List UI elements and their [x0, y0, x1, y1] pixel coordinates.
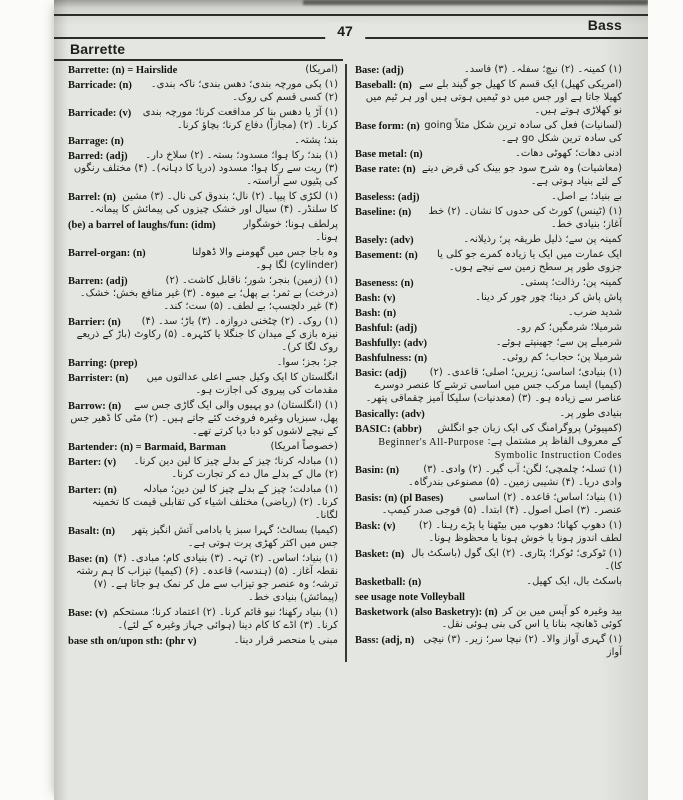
entry-definition-urdu: (۱) آڑ یا دھس بنا کر مدافعت کرنا؛ مورچہ بندی کرنا۔ (۲) (مجازاً) دفاع کرنا؛ بچاؤ کرنا۔ — [142, 107, 338, 131]
entry-definition-urdu: (کمپیوٹر) پروگرامنگ کی ایک زبان جو انگلش کے معروف الفاظ پر مشتمل ہے: — [437, 423, 622, 447]
entry-headword: Barrage: (n) — [68, 136, 124, 147]
entry-definition-urdu: (۱) بنیادی؛ اساسی؛ زیریں؛ اصلی؛ قاعدی۔ (۲) (کیمیا) ایسا مرکب جس میں اساسی ترشے کا عنصر دوسرے عناصر سے زیادہ ہو۔ (۳) (معدنیات) سلیکا آمیز چقماقی پتھر۔ — [365, 367, 622, 404]
entry-headword: Basic: (adj) — [355, 368, 407, 379]
entry-line — [355, 337, 622, 350]
page-number: 47 — [325, 23, 365, 39]
entry-definition-urdu: شدید ضرب۔ — [567, 307, 622, 318]
entry-headword: Base rate: (n) — [355, 164, 416, 175]
entry-line — [68, 484, 338, 523]
dictionary-columns — [68, 64, 622, 662]
dictionary-entry — [355, 307, 622, 320]
entry-line — [355, 292, 622, 305]
entry-definition-urdu: (کیمیا) بسالٹ؛ گہرا سبز یا بادامی آتش انگیز پتھر جس میں اکثر کھڑی پرت ہوتی ہے۔ — [132, 525, 338, 549]
entry-headword: Base: (v) — [68, 608, 108, 619]
dictionary-entry — [355, 520, 622, 546]
entry-headword: Base: (n) — [68, 554, 108, 565]
dictionary-entry — [355, 191, 622, 204]
entry-definition-urdu: (امریکا) — [305, 64, 338, 75]
entry-headword: Bash: (v) — [355, 293, 396, 304]
entry-definition-urdu: (۱) دھوپ کھانا؛ دھوپ میں بیٹھنا یا پڑے رہنا۔ (۲) لطف اندوز ہونا یا خوش ہونا یا محظوظ ہونا۔ — [418, 520, 622, 544]
entry-headword: BASIC: (abbr) — [355, 424, 422, 435]
entry-line — [68, 191, 338, 217]
entry-definition-urdu: (۱) پکی مورچہ بندی؛ دھس بندی؛ ناکہ بندی۔ (۲) کسی قسم کی روک۔ — [150, 79, 338, 103]
dictionary-entry — [68, 107, 338, 133]
dictionary-entry — [355, 464, 622, 490]
dictionary-entry — [68, 456, 338, 482]
entry-definition-urdu: شرمیلا پن؛ حجاب؛ کم روئی۔ — [501, 352, 622, 363]
dictionary-entry — [355, 148, 622, 161]
entry-line — [68, 607, 338, 633]
entry-definition-urdu: شرمیلے پن سے؛ جھینپتے ہوئے۔ — [495, 337, 622, 348]
entry-line — [355, 206, 622, 232]
entry-definition-urdu: وہ باجا جس میں گھومنے والا ڈھولنا (cylinder) لگا ہو۔ — [192, 247, 338, 271]
dictionary-entry — [355, 408, 622, 421]
entry-line — [68, 64, 338, 77]
entry-definition-urdu: بند؛ پشتہ۔ — [294, 135, 338, 146]
entry-definition-urdu: (۱) (ٹینس) کورٹ کی حدوں کا نشان۔ (۲) خط آغاز؛ بنیادی خط۔ — [428, 206, 622, 230]
dictionary-entry — [355, 591, 622, 604]
entry-definition-urdu: بنیادی طور پر۔ — [559, 408, 622, 419]
entry-line — [355, 520, 622, 546]
dictionary-entry — [355, 292, 622, 305]
entry-definition-urdu: (۱) لکڑی کا پیپا۔ (۲) نال؛ بندوق کی نال۔ (۳) مشین کا سلنڈر۔ (۴) سیال اور خشک چیزوں کی پیمائش کا پیمانہ۔ — [89, 191, 338, 215]
entry-line — [355, 234, 622, 247]
dictionary-entry — [68, 247, 338, 273]
entry-headword: Bashfulness: (n) — [355, 353, 428, 364]
entry-line — [68, 219, 338, 245]
entry-headword: Bash: (n) — [355, 308, 397, 319]
dictionary-entry — [68, 275, 338, 314]
entry-line — [355, 79, 622, 118]
entry-headword: Barrier: (n) — [68, 317, 121, 328]
entry-definition-urdu: پرلطف ہونا؛ خوشگوار ہونا۔ — [243, 219, 338, 243]
entry-headword: Base: (adj) — [355, 65, 404, 76]
entry-headword: Barter: (n) — [68, 485, 117, 496]
entry-line — [355, 492, 622, 518]
dictionary-entry — [68, 135, 338, 148]
dictionary-entry — [355, 120, 622, 146]
entry-definition-urdu: (۱) بنیاد؛ اساس۔ (۲) تہہ۔ (۳) بنیادی کام؛ مبادی۔ (۴) نقطہ آغاز۔ (۵) (ہندسہ) قاعدہ۔ (۶) (کیمیا) تیزاب کا ہم رشتہ ترشہ؛ وہ عنصر جو تیزاب سے مل کر نمک ہو جاتا ہے۔ (۷) (پیمائش) بنیادی خط۔ — [75, 553, 338, 603]
entry-headword: Basin: (n) — [355, 465, 400, 476]
entry-headword: Basalt: (n) — [68, 526, 115, 537]
entry-definition-urdu: (۱) مبادلہ کرنا؛ چیز کے بدلے چیز کا لین دین کرنا۔ (۲) مال کے بدلے مال دے کر تجارت کرنا۔ — [133, 456, 338, 480]
guide-word-left: Barrette — [70, 41, 126, 57]
entry-definition-urdu: (۱) تسلہ؛ چلمچی؛ لگن؛ آب گیر۔ (۲) وادی۔ (۳) وادی دریا۔ (۴) نشیبی زمین۔ (۵) مصنوعی بندرگاہ۔ — [407, 464, 622, 488]
entry-definition-urdu: کمینہ پن سے؛ ذلیل طریقہ پر؛ رذیلانہ۔ — [463, 234, 622, 245]
entry-definition-urdu: (معاشیات) وہ شرح سود جو بینک کی قرض دینے کے لئے بنیاد ہوتی ہے۔ — [421, 163, 622, 187]
entry-line — [355, 120, 622, 146]
entry-line — [68, 79, 338, 105]
dictionary-entry — [355, 277, 622, 290]
entry-headword: Baseless: (adj) — [355, 192, 420, 203]
entry-definition-urdu: (۱) (زمین) بنجر؛ شور؛ ناقابل کاشت۔ (۲) (درخت) بے ثمر؛ بے پھل؛ بے میوہ۔ (۳) غیر منافع بخش؛ خشک۔ (۴) غیر دلچسپ؛ بے لطف۔ (۵) ست؛ کند۔ — [79, 275, 338, 312]
entry-line — [68, 107, 338, 133]
entry-line — [68, 525, 338, 551]
entry-headword: Bashful: (adj) — [355, 323, 418, 334]
dictionary-entry — [68, 150, 338, 189]
entry-definition-urdu: کمینہ پن؛ رذالت؛ پستی۔ — [519, 277, 622, 288]
entry-headword: Baseball: (n) — [355, 80, 412, 91]
entry-line — [355, 576, 622, 589]
dictionary-entry — [355, 64, 622, 77]
column-right — [345, 64, 622, 662]
entry-definition-english: Beginner's All-Purpose Symbolic Instruction Codes — [378, 437, 622, 461]
dictionary-entry — [355, 234, 622, 247]
entry-line — [68, 135, 338, 148]
entry-definition-urdu: ادنی دھات؛ کھوٹی دھات۔ — [515, 148, 622, 159]
guide-word-underline — [54, 59, 343, 61]
entry-line — [355, 408, 622, 421]
entry-line — [355, 352, 622, 365]
entry-definition-urdu: بے بنیاد؛ بے اصل۔ — [550, 191, 622, 202]
dictionary-entry — [68, 635, 338, 648]
entry-line — [355, 148, 622, 161]
entry-definition-urdu: ایک عمارت میں ایک یا زیادہ کمرے جو کلی یا جزوی طور پر سطح زمین سے نیچے ہوں۔ — [437, 249, 622, 273]
entry-line — [68, 275, 338, 314]
entry-line — [355, 464, 622, 490]
entry-headword: Base metal: (n) — [355, 149, 423, 160]
entry-definition-urdu: (امریکی کھیل) ایک قسم کا کھیل جو گیند بلے سے کھیلا جاتا ہے اور جس میں دو ٹیمیں ہوتی ہیں اور ہر ٹیم میں نو کھلاڑی ہوتے ہیں۔ — [365, 79, 622, 116]
entry-headword: Bashfully: (adv) — [355, 338, 428, 349]
entry-line — [355, 322, 622, 335]
dictionary-entry — [355, 576, 622, 589]
entry-headword: Barter: (v) — [68, 457, 117, 468]
entry-headword: Barring: (prep) — [68, 358, 138, 369]
dictionary-entry — [68, 553, 338, 605]
dictionary-entry — [68, 372, 338, 398]
entry-headword: Baseline: (n) — [355, 207, 412, 218]
column-left — [68, 64, 345, 662]
entry-headword: see usage note Volleyball — [355, 592, 465, 603]
dictionary-entry — [68, 484, 338, 523]
entry-headword: Base form: (n) — [355, 121, 420, 132]
entry-headword: Barrel: (n) — [68, 192, 116, 203]
entry-line — [68, 150, 338, 189]
entry-headword: base sth on/upon sth: (phr v) — [68, 636, 197, 647]
entry-headword: Basically: (adv) — [355, 409, 425, 420]
entry-headword: Basis: (n) (pl Bases) — [355, 493, 444, 504]
entry-definition-urdu: باسکٹ بال، ایک کھیل۔ — [526, 576, 622, 587]
entry-line — [355, 548, 622, 574]
entry-line — [68, 357, 338, 370]
entry-headword: Bask: (v) — [355, 521, 396, 532]
entry-definition-urdu: شرمیلا؛ شرمگیں؛ کم رو۔ — [515, 322, 622, 333]
entry-line — [355, 64, 622, 77]
dictionary-page — [54, 0, 648, 800]
header-top-rule — [54, 14, 648, 16]
dictionary-entry — [355, 163, 622, 189]
entry-line — [355, 606, 622, 632]
entry-headword: Basket: (n) — [355, 549, 405, 560]
dictionary-entry — [68, 79, 338, 105]
entry-headword: Barricade: (n) — [68, 80, 132, 91]
dictionary-entry — [68, 316, 338, 355]
entry-definition-urdu: (۱) ٹوکری؛ ٹوکرا؛ پٹاری۔ (۲) ایک گول (باسکٹ بال کا)۔ — [411, 548, 622, 572]
entry-line — [355, 307, 622, 320]
entry-definition-urdu: بید وغیرہ کو آپس میں بن کر کوئی ڈھانچہ بنانا یا اس کی بنی ہوئی نقل۔ — [441, 606, 622, 630]
dictionary-entry — [68, 357, 338, 370]
dictionary-entry — [355, 249, 622, 275]
dictionary-entry — [355, 367, 622, 406]
entry-headword: Barred: (adj) — [68, 151, 128, 162]
page-content — [54, 0, 648, 662]
entry-line — [355, 277, 622, 290]
entry-headword: Barrister: (n) — [68, 373, 129, 384]
entry-line — [68, 553, 338, 605]
entry-headword: Basely: (adv) — [355, 235, 414, 246]
entry-headword: Barrel-organ: (n) — [68, 248, 146, 259]
entry-definition-urdu: (۱) بنیاد؛ اساس؛ قاعدہ۔ (۲) اساسی عنصر۔ (۳) اصل اصول۔ (۴) ابتدا۔ (۵) فوجی صدر کیمپ۔ — [381, 492, 622, 516]
dictionary-entry — [355, 423, 622, 462]
dictionary-entry — [355, 548, 622, 574]
guide-word-right: Bass — [587, 17, 622, 33]
entry-line — [355, 163, 622, 189]
entry-line — [355, 367, 622, 406]
entry-line — [355, 191, 622, 204]
entry-headword: (be) a barrel of laughs/fun: (idm) — [68, 220, 216, 231]
entry-headword: Bass: (adj, n) — [355, 635, 415, 646]
entry-headword: Basement: (n) — [355, 250, 418, 261]
dictionary-entry — [355, 492, 622, 518]
entry-headword: Bartender: (n) = Barmaid, Barman — [68, 442, 226, 453]
entry-definition-urdu: (لسانیات) فعل کی سادہ ترین شکل مثلاً going کی سادہ ترین شکل go ہے۔ — [424, 120, 622, 144]
entry-definition-urdu: پاش پاش کر دینا؛ چور چور کر دینا۔ — [475, 292, 622, 303]
entry-definition-urdu: (۱) گہری آواز والا۔ (۲) نیچا سر؛ زیر۔ (۳) نیچی آواز — [423, 634, 622, 658]
entry-definition-urdu: (۱) (انگلستان) دو پہیوں والی ایک گاڑی جس سے پھل، سبزیاں وغیرہ فروخت کئے جاتے ہیں۔ (۲) مٹی کا ڈھیر جس کے نیچے لاشوں کو دبا دیا کرتے تھے۔ — [70, 400, 338, 437]
entry-definition-urdu: (۱) کمینہ۔ (۲) نیچ؛ سفلہ۔ (۳) فاسد۔ — [463, 64, 622, 75]
dictionary-entry — [355, 206, 622, 232]
entry-line — [68, 247, 338, 273]
entry-line — [68, 456, 338, 482]
dictionary-entry — [355, 352, 622, 365]
entry-line — [68, 372, 338, 398]
entry-headword: Basketwork (also Basketry): (n) — [355, 607, 498, 618]
entry-line — [355, 591, 622, 604]
entry-headword: Barricade: (v) — [68, 108, 132, 119]
entry-line — [355, 634, 622, 660]
dictionary-entry — [68, 400, 338, 439]
dictionary-entry — [355, 606, 622, 632]
dictionary-entry — [355, 634, 622, 660]
dictionary-entry — [68, 219, 338, 245]
entry-line — [68, 400, 338, 439]
dictionary-entry — [68, 607, 338, 633]
entry-line — [68, 441, 338, 454]
entry-definition-urdu: (۱) بنیاد رکھنا؛ نیو قائم کرنا۔ (۲) اعتماد کرنا؛ مستحکم کرنا۔ (۳) اڈے کا کام دینا (ہوائی جہاز وغیرہ کے لئے)۔ — [112, 607, 338, 631]
entry-line — [355, 423, 622, 462]
entry-definition-urdu: (۱) روک۔ (۲) چٹخنی دروازہ۔ (۳) باڑ؛ سد۔ (۴) نیزہ بازی کے میدان کا جنگلا یا کٹہرہ۔ (۵) رکاوٹ (باڑ کے ذریعے روک لگا کر)۔ — [76, 316, 338, 353]
entry-headword: Barren: (adj) — [68, 276, 128, 287]
entry-line — [355, 249, 622, 275]
dictionary-entry — [355, 79, 622, 118]
page-header — [68, 10, 622, 62]
entry-line — [68, 635, 338, 648]
entry-definition-urdu: انگلستان کا ایک وکیل جسے اعلی عدالتوں میں مقدمات کی پیروی کی اجازت ہو۔ — [146, 372, 338, 396]
dictionary-entry — [68, 441, 338, 454]
entry-definition-urdu: جز؛ بجز؛ سوا۔ — [276, 357, 338, 368]
dictionary-entry — [355, 322, 622, 335]
entry-headword: Barrow: (n) — [68, 401, 122, 412]
entry-headword: Baseness: (n) — [355, 278, 414, 289]
dictionary-entry — [68, 64, 338, 77]
dictionary-entry — [68, 191, 338, 217]
entry-definition-urdu: (۱) بند؛ رکا ہوا؛ مسدود؛ بستہ۔ (۲) سلاخ دار۔ (۳) ریت سے رکا ہوا؛ مسدود (دریا کا دہانہ)۔ (۴) مختلف رنگوں کی پٹیوں سے آراستہ۔ — [73, 150, 338, 187]
entry-definition-urdu: مبنی یا منحصر قرار دینا۔ — [233, 635, 338, 646]
entry-line — [68, 316, 338, 355]
dictionary-entry — [68, 525, 338, 551]
dictionary-entry — [355, 337, 622, 350]
entry-headword: Barrette: (n) = Hairslide — [68, 65, 178, 76]
entry-definition-urdu: (خصوصاً امریکا) — [270, 441, 338, 452]
entry-definition-urdu: (۱) مبادلت؛ چیز کے بدلے چیز کا لین دین؛ مبادلہ کرنا۔ (۲) (ریاضی) مختلف اشیاء کی تقابلی قیمت کا تخمینہ لگانا۔ — [91, 484, 338, 521]
entry-headword: Basketball: (n) — [355, 577, 422, 588]
